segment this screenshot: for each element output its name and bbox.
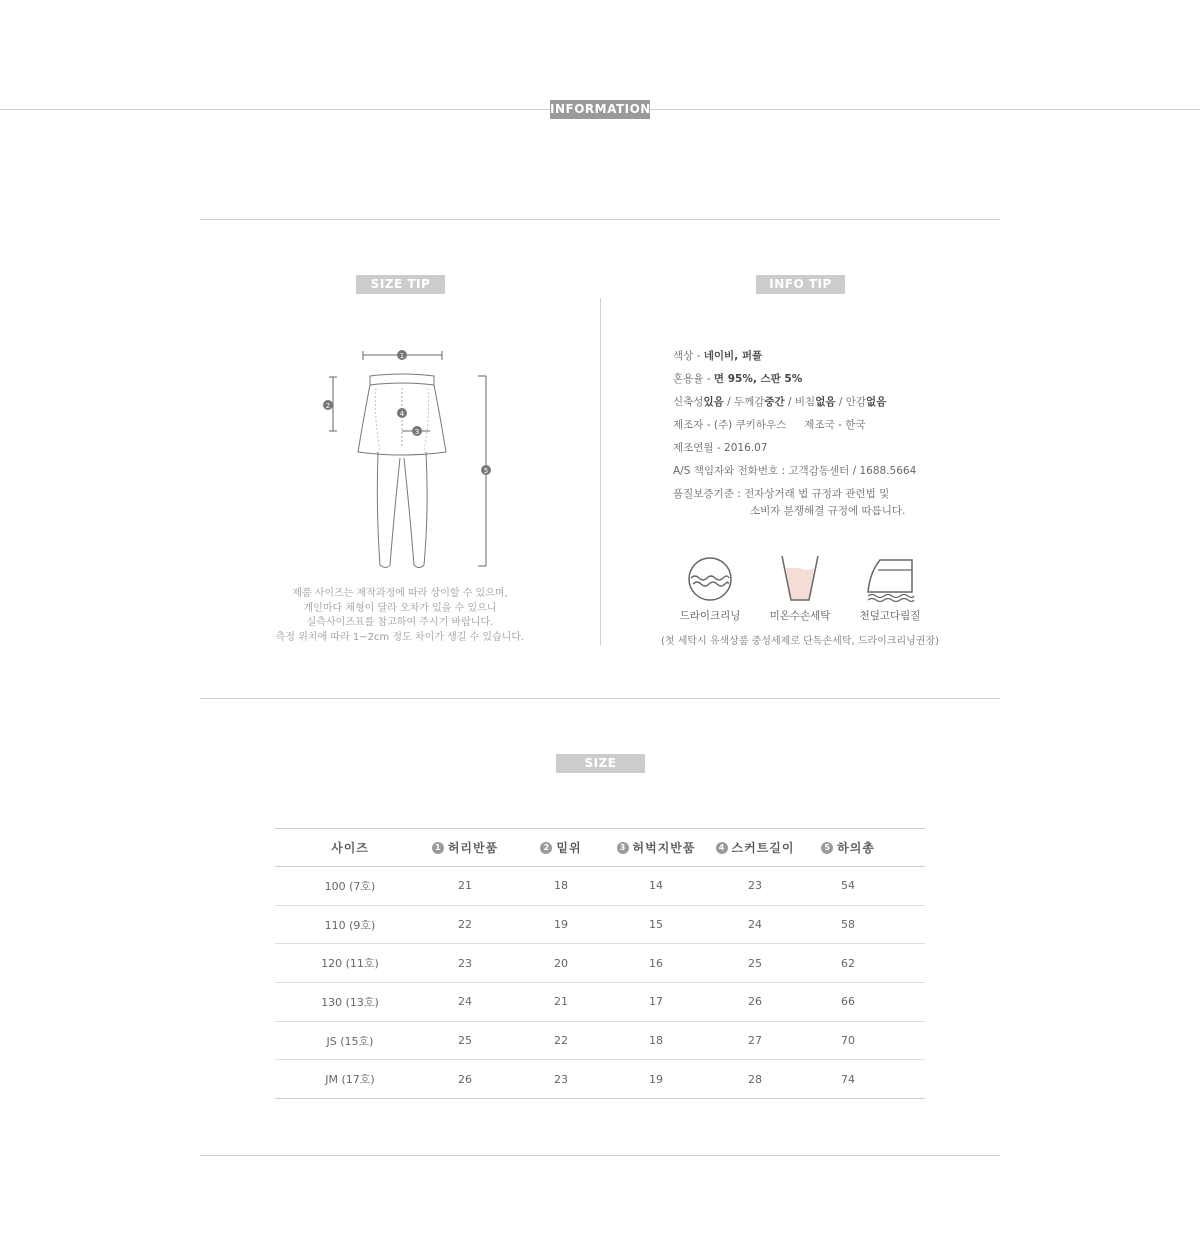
table-cell: 21 <box>554 995 568 1009</box>
section-divider-1 <box>200 219 1000 220</box>
table-cell: 20 <box>554 956 568 970</box>
information-badge: INFORMATION <box>550 100 650 119</box>
table-cell: 23 <box>748 879 762 893</box>
table-row <box>275 1060 925 1099</box>
table-row <box>275 983 925 1022</box>
garment-outline-icon <box>320 340 500 580</box>
iron-with-cloth-icon <box>862 552 918 602</box>
leggings-skirt-diagram <box>320 340 500 580</box>
info-fabric: 혼용율 - 면 95%, 스판 5% <box>673 373 803 385</box>
column-header-size: 사이즈 <box>331 841 369 855</box>
table-cell: 22 <box>458 918 472 932</box>
lukewarm-hand-wash-icon <box>775 552 825 602</box>
table-cell: 25 <box>748 956 762 970</box>
table-cell: 26 <box>748 995 762 1009</box>
table-cell: 22 <box>554 1034 568 1048</box>
table-cell: 66 <box>841 995 855 1009</box>
marker-3: 3 <box>414 428 420 436</box>
table-cell: 70 <box>841 1034 855 1048</box>
table-cell: 14 <box>649 879 663 893</box>
section-divider-2 <box>200 698 1000 699</box>
table-cell: 74 <box>841 1072 855 1086</box>
size-tip-badge: SIZE TIP <box>356 275 445 294</box>
care-note: (첫 세탁시 유색상품 중성세제로 단독손세탁, 드라이크리닝권장) <box>660 636 940 647</box>
marker-2: 2 <box>325 402 331 410</box>
info-attributes: 신축성있음 / 두께감중간 / 비침없음 / 안감없음 <box>673 396 887 408</box>
marker-1: 1 <box>399 352 405 360</box>
table-cell: 24 <box>458 995 472 1009</box>
table-cell: 23 <box>458 956 472 970</box>
table-cell: 23 <box>554 1072 568 1086</box>
table-cell: 18 <box>554 879 568 893</box>
number-4-icon: 4 <box>716 842 728 854</box>
size-tip-note <box>220 587 580 645</box>
table-cell: 17 <box>649 995 663 1009</box>
table-cell: 28 <box>748 1072 762 1086</box>
table-cell: 26 <box>458 1072 472 1086</box>
table-cell: JS (15호) <box>326 1034 374 1048</box>
column-header-waist: 1 허리반품 <box>410 829 520 866</box>
size-table <box>275 828 925 1099</box>
table-cell: 62 <box>841 956 855 970</box>
table-cell: 110 (9호) <box>324 918 376 932</box>
table-cell: 27 <box>748 1034 762 1048</box>
table-cell: 130 (13호) <box>321 995 379 1009</box>
care-label: 드라이크리닝 <box>679 610 741 622</box>
table-cell: 16 <box>649 956 663 970</box>
marker-5: 5 <box>483 467 489 475</box>
number-2-icon: 2 <box>540 842 552 854</box>
care-dry-clean <box>665 552 755 623</box>
number-5-icon: 5 <box>821 842 833 854</box>
info-color: 색상 - 네이비, 퍼플 <box>673 350 763 362</box>
table-cell: 54 <box>841 879 855 893</box>
table-cell: 120 (11호) <box>321 957 379 971</box>
table-header-row <box>275 828 925 867</box>
info-quality-2: 소비자 분쟁해결 규정에 따릅니다. <box>750 505 906 517</box>
table-cell: 19 <box>649 1072 663 1086</box>
care-label: 미온수손세탁 <box>769 610 831 622</box>
column-header-thigh: 3 허벅지반품 <box>601 829 711 866</box>
size-badge: SIZE <box>556 754 645 773</box>
column-header-skirt: 4 스커트길이 <box>700 829 810 866</box>
table-row <box>275 944 925 983</box>
table-cell: JM (17호) <box>325 1073 375 1087</box>
bottom-divider <box>200 1155 1000 1156</box>
table-cell: 100 (7호) <box>324 879 376 893</box>
info-as: A/S 책임자와 전화번호 : 고객감동센터 / 1688.5664 <box>673 465 917 477</box>
info-tip-badge: INFO TIP <box>756 275 845 294</box>
table-cell: 24 <box>748 918 762 932</box>
table-cell: 58 <box>841 918 855 932</box>
product-info-list <box>673 348 973 526</box>
care-label: 천덮고다림질 <box>859 610 921 622</box>
size-note-line: 실측사이즈표를 참고하여 주시기 바랍니다. <box>306 617 494 628</box>
table-row <box>275 906 925 945</box>
table-cell: 19 <box>554 918 568 932</box>
table-cell: 25 <box>458 1034 472 1048</box>
table-row <box>275 1022 925 1061</box>
number-1-icon: 1 <box>432 842 444 854</box>
care-hand-wash <box>755 552 845 623</box>
tips-vertical-divider <box>600 298 601 645</box>
info-quality-1: 품질보증기준 : 전자상거래 법 규정과 관련법 및 <box>673 488 890 500</box>
marker-4: 4 <box>399 410 405 418</box>
column-header-rise: 2 밑위 <box>511 829 611 866</box>
table-cell: 18 <box>649 1034 663 1048</box>
size-note-line: 개인마다 체형이 달라 오차가 있을 수 있으니 <box>303 602 497 614</box>
number-3-icon: 3 <box>617 842 629 854</box>
info-date: 제조연월 - 2016.07 <box>673 442 768 454</box>
size-note-line: 측정 위치에 따라 1~2cm 정도 차이가 생길 수 있습니다. <box>275 631 525 643</box>
care-iron <box>845 552 935 623</box>
size-note-line: 제품 사이즈는 제작과정에 따라 상이할 수 있으며, <box>292 588 508 599</box>
table-cell: 21 <box>458 879 472 893</box>
table-row <box>275 867 925 906</box>
dry-clean-icon <box>685 552 735 602</box>
column-header-total: 5 하의총 <box>793 829 903 866</box>
table-cell: 15 <box>649 918 663 932</box>
info-maker: 제조자 - (주) 쿠키하우스 제조국 - 한국 <box>673 419 866 431</box>
